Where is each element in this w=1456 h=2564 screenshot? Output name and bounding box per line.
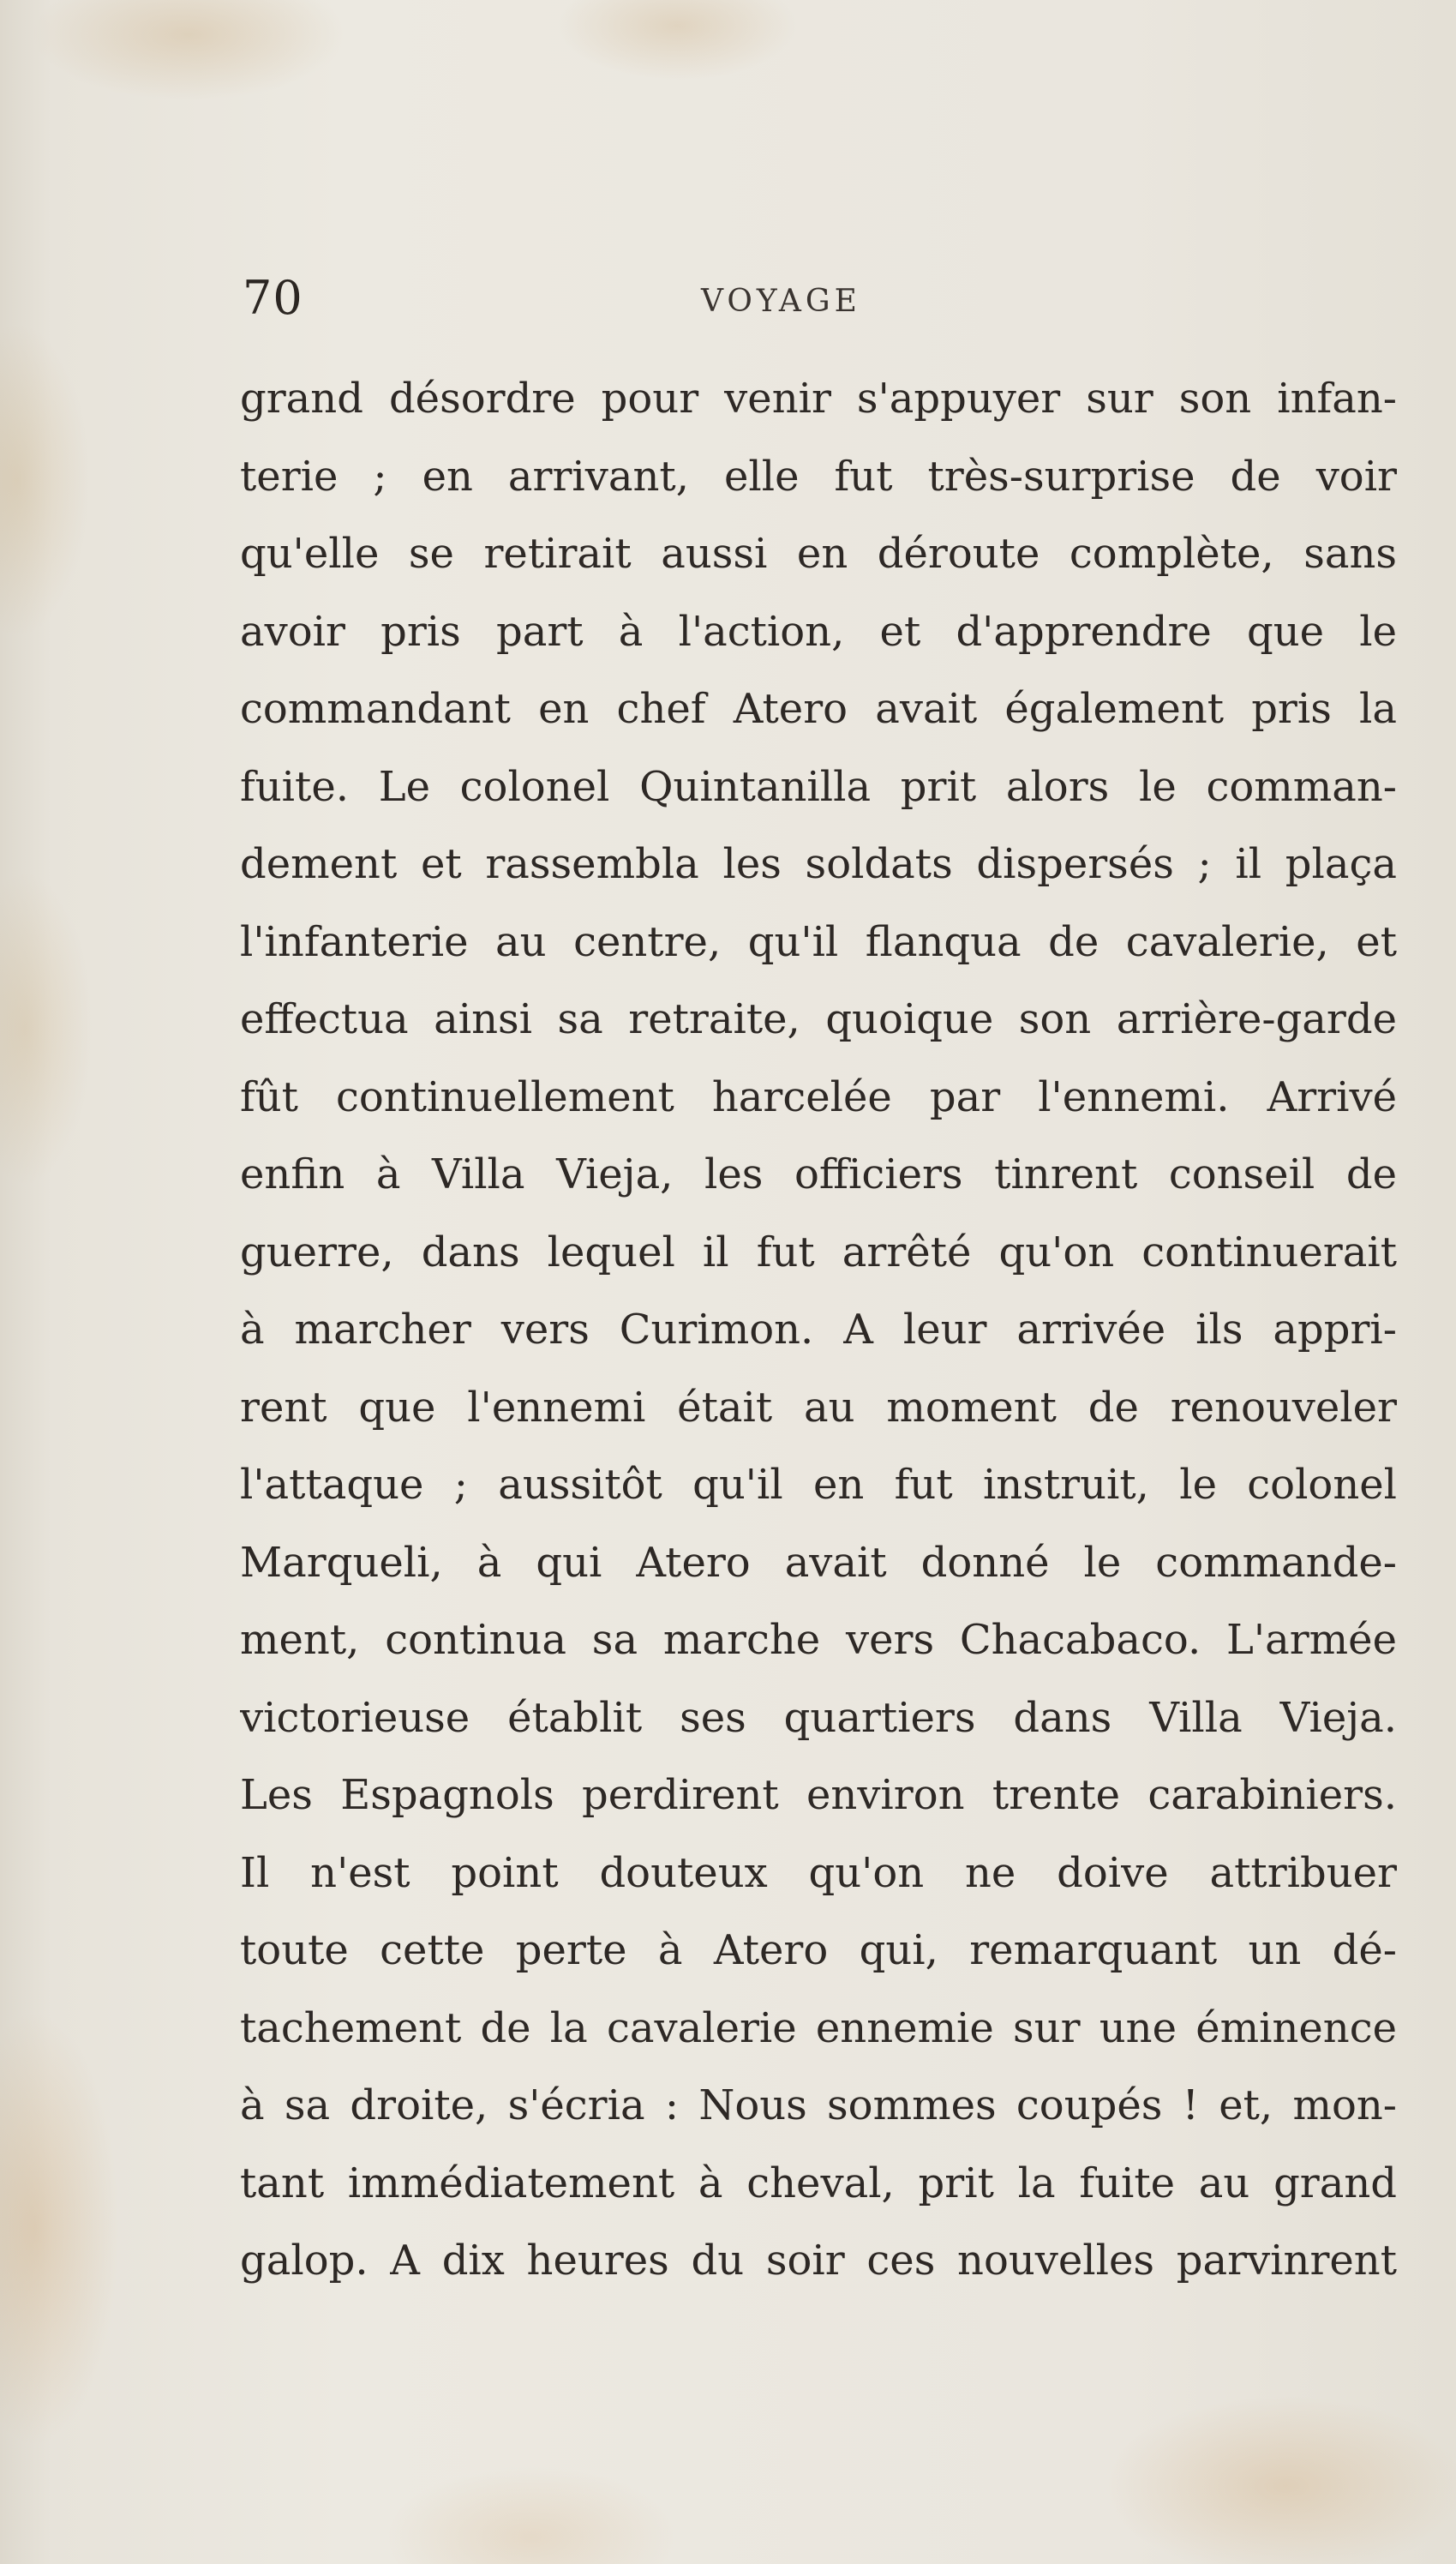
text-line: galop. A dix heures du soir ces nouvelles parvinrent [240,2237,1397,2285]
text-line: commandant en chef Atero avait également pris la [240,685,1397,733]
text-line: guerre, dans lequel il fut arrêté qu'on continuerait [240,1228,1397,1276]
text-line: à sa droite, s'écria : Nous sommes coupés ! et, mon- [240,2081,1397,2129]
text-line: avoir pris part à l'action, et d'apprendre que le [240,607,1397,656]
text-line: enfin à Villa Vieja, les officiers tinrent conseil de [240,1150,1397,1198]
page-number: 70 [243,271,303,325]
text-line: fût continuellement harcelée par l'ennemi. Arrivé [240,1072,1397,1121]
text-line: tachement de la cavalerie ennemie sur une éminence [240,2003,1397,2052]
text-line: grand désordre pour venir s'appuyer sur son infan- [240,375,1397,423]
text-line: qu'elle se retirait aussi en déroute complète, sans [240,530,1397,578]
text-line: l'infanterie au centre, qu'il flanqua de cavalerie, et [240,917,1397,966]
text-line: ment, continua sa marche vers Chacabaco. L'armée [240,1616,1397,1664]
text-line: victorieuse établit ses quartiers dans Villa Vieja. [240,1693,1397,1742]
text-line: rent que l'ennemi était au moment de renouveler [240,1383,1397,1432]
text-line: tant immédiatement à cheval, prit la fuite au grand [240,2159,1397,2207]
text-line: Les Espagnols perdirent environ trente carabiniers. [240,1771,1397,1819]
text-line: toute cette perte à Atero qui, remarquant un dé- [240,1926,1397,1974]
text-line: terie ; en arrivant, elle fut très-surprise de voir [240,452,1397,501]
text-line: Marqueli, à qui Atero avait donné le commande- [240,1538,1397,1587]
text-line: dement et rassembla les soldats dispersés ; il plaça [240,840,1397,888]
text-line: l'attaque ; aussitôt qu'il en fut instruit, le colonel [240,1461,1397,1509]
running-head: VOYAGE [701,284,861,319]
text-line: effectua ainsi sa retraite, quoique son arrière-garde [240,995,1397,1043]
text-line: Il n'est point douteux qu'on ne doive attribuer [240,1848,1397,1897]
body-text [240,360,1397,2300]
text-line: fuite. Le colonel Quintanilla prit alors le comman- [240,762,1397,811]
text-line: à marcher vers Curimon. A leur arrivée ils appri- [240,1306,1397,1354]
